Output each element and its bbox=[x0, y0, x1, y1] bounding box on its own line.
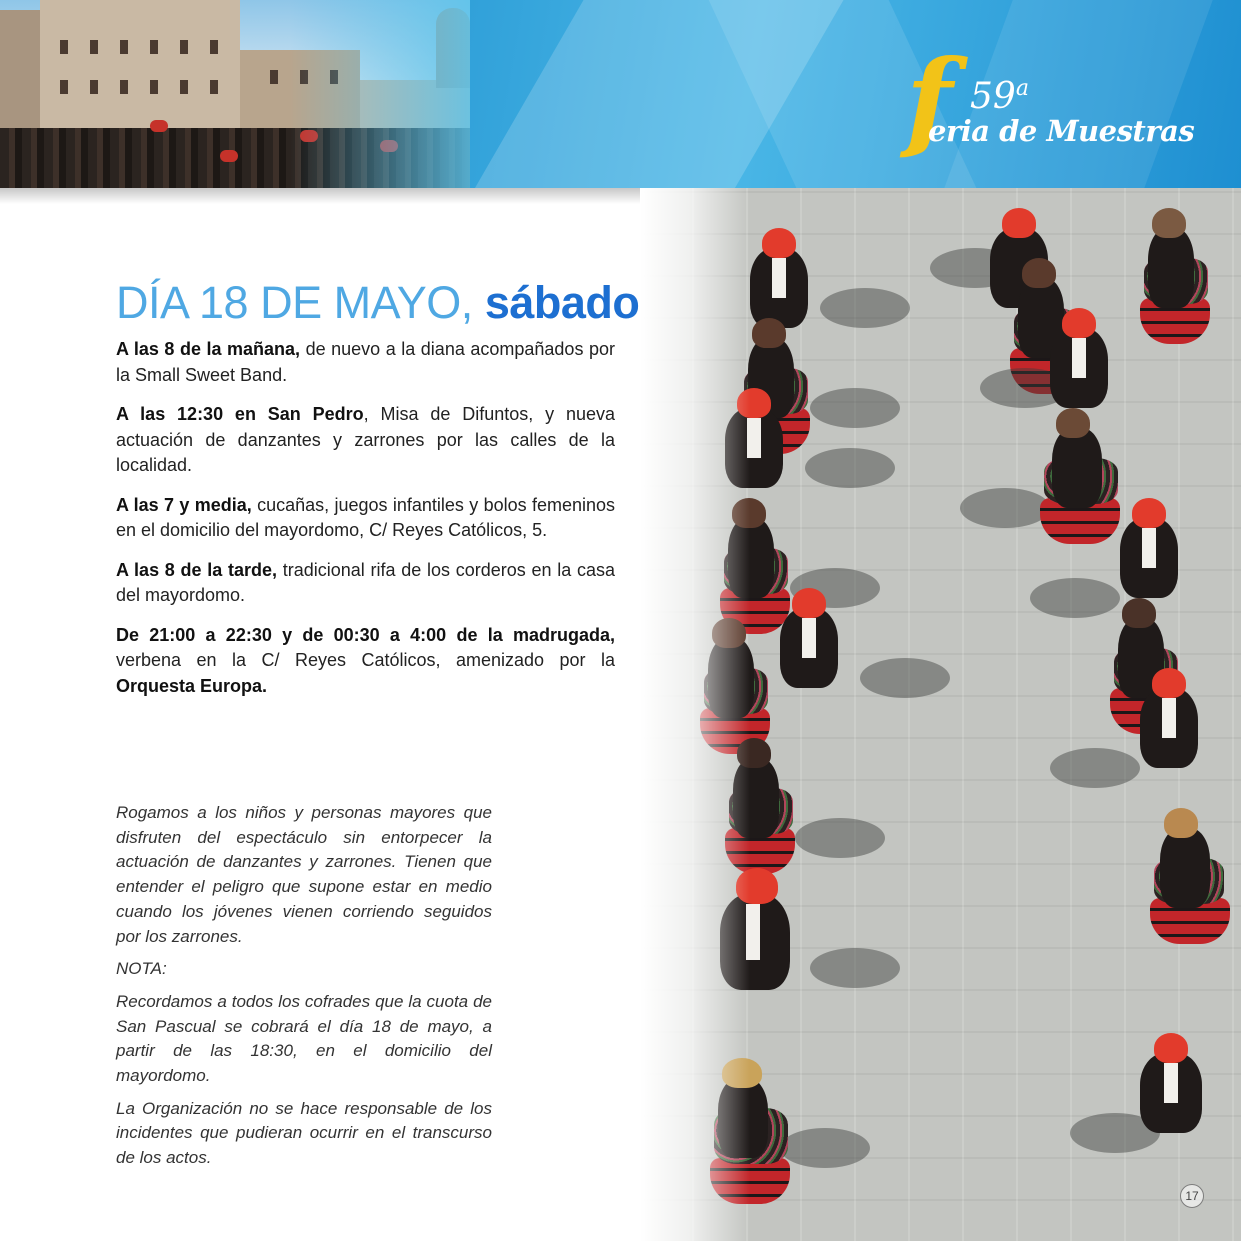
entry-text: tradicional rifa de los corderos en la casa del mayordomo. bbox=[116, 559, 615, 605]
page-number: 17 bbox=[1180, 1184, 1204, 1208]
title-date: DÍA 18 DE MAYO, bbox=[116, 277, 473, 328]
note-paragraph: Rogamos a los niños y personas mayores que disfruten del espectáculo sin entorpecer la actuación de danzantes y zarrones. Tienen que entender el peligro que supone estar en medio cuando los jóvenes vienen corriendo seguidos por los zarrones. bbox=[116, 803, 492, 946]
entry-time: A las 8 de la tarde, bbox=[116, 559, 278, 580]
feria-logo bbox=[880, 37, 1200, 163]
schedule-entry bbox=[116, 402, 615, 479]
dancers-photo bbox=[640, 188, 1241, 1241]
entry-time: De 21:00 a 22:30 y de 00:30 a 4:00 de la madrugada, bbox=[116, 624, 615, 645]
entry-time: A las 12:30 en San Pedro bbox=[116, 404, 364, 424]
logo-text: eria de Muestras bbox=[928, 114, 1195, 148]
logo-f-letter: f bbox=[906, 37, 953, 163]
note-heading: NOTA: bbox=[116, 959, 167, 979]
title-weekday: sábado bbox=[484, 277, 640, 328]
entry-text: , Misa de Difuntos, y nueva actuación de danzantes y zarrones por las calles de la localidad. bbox=[116, 404, 615, 475]
header-photo-plaza bbox=[0, 0, 470, 188]
schedule-entry bbox=[116, 623, 615, 700]
photo-fade bbox=[640, 188, 750, 1241]
note-paragraph: Recordamos a todos los cofrades que la cuota de San Pascual se cobrará el día 18 de mayo, a partir de las 18:30, en el domicilio del mayordomo. bbox=[116, 991, 492, 1086]
schedule-entry bbox=[116, 493, 615, 544]
header-banner bbox=[0, 0, 1241, 188]
logo-edition: 59$^a$ bbox=[970, 76, 1029, 117]
entry-time: A las 8 de la mañana, bbox=[116, 339, 301, 359]
schedule-entry bbox=[116, 558, 615, 609]
page-title bbox=[116, 278, 639, 328]
note-paragraph: La Organización no se hace responsable de los incidentes que pudieran ocurrir en el transcurso de los actos. bbox=[116, 1098, 492, 1168]
entry-text: de nuevo a la diana acompañados por la Small Sweet Band. bbox=[116, 339, 615, 385]
entry-text: cucañas, juegos infantiles y bolos femeninos en el domicilio del mayordomo, C/ Reyes Católicos, 5. bbox=[116, 494, 616, 540]
schedule-entry bbox=[116, 337, 615, 388]
notes-block bbox=[116, 801, 492, 1179]
entry-orchestra: Orquesta Europa. bbox=[116, 675, 268, 696]
schedule-list bbox=[116, 337, 615, 713]
entry-time: A las 7 y media, bbox=[116, 494, 252, 515]
entry-text: verbena en la C/ Reyes Católicos, amenizado por la bbox=[116, 650, 615, 670]
